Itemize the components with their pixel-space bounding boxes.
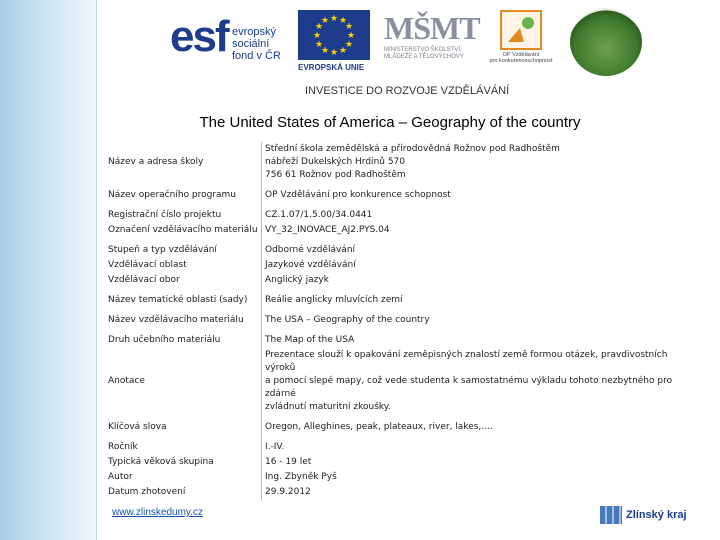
table-row bbox=[105, 183, 699, 203]
row-label: Registrační číslo projektu bbox=[105, 203, 262, 223]
eu-logo bbox=[298, 10, 374, 76]
row-label: Název operačního programu bbox=[105, 183, 262, 203]
row-value-line: 16 - 19 let bbox=[265, 457, 312, 467]
row-label: Označení vzdělávacího materiálu bbox=[105, 223, 262, 238]
row-value bbox=[262, 328, 700, 348]
zlinsky-kraj-icon bbox=[600, 506, 622, 524]
op-caption bbox=[488, 52, 554, 64]
investice-tagline: INVESTICE DO ROZVOJE VZDĚLÁVÁNÍ bbox=[305, 85, 510, 97]
eu-stars-icon bbox=[298, 10, 370, 60]
op-shapes-icon bbox=[502, 12, 540, 48]
table-row bbox=[105, 485, 699, 500]
row-value-line: 29.9.2012 bbox=[265, 487, 311, 497]
row-value bbox=[262, 288, 700, 308]
row-label: Ročník bbox=[105, 435, 262, 455]
row-value-line: The Map of the USA bbox=[265, 335, 355, 345]
svg-text:★: ★ bbox=[329, 14, 339, 24]
row-value bbox=[262, 223, 700, 238]
row-value bbox=[262, 203, 700, 223]
esf-logo bbox=[170, 10, 288, 76]
msmt-caption bbox=[384, 47, 480, 61]
metadata-table-body bbox=[105, 142, 699, 500]
eu-flag-icon bbox=[298, 10, 370, 60]
table-row bbox=[105, 223, 699, 238]
left-decorative-band bbox=[0, 0, 96, 540]
row-value-line: Anglický jazyk bbox=[265, 275, 329, 285]
svg-text:★: ★ bbox=[344, 22, 354, 32]
table-row bbox=[105, 455, 699, 470]
row-label: Název vzdělávacího materiálu bbox=[105, 308, 262, 328]
svg-text:★: ★ bbox=[346, 31, 356, 41]
svg-text:★: ★ bbox=[329, 48, 339, 58]
table-row bbox=[105, 288, 699, 308]
table-row bbox=[105, 415, 699, 435]
msmt-caption-line: MINISTERSTVO ŠKOLSTVÍ, bbox=[384, 47, 462, 53]
row-value bbox=[262, 415, 700, 435]
esf-mark: esf bbox=[170, 12, 228, 61]
row-value bbox=[262, 238, 700, 258]
op-caption-line: OP Vzdělávání bbox=[502, 52, 540, 58]
row-value-line: Reálie anglicky mluvících zemí bbox=[265, 295, 403, 305]
esf-text-line: sociální bbox=[232, 38, 270, 50]
svg-text:★: ★ bbox=[344, 40, 354, 50]
row-label: Vzdělávací obor bbox=[105, 273, 262, 288]
zlinsky-kraj-logo bbox=[600, 506, 687, 524]
msmt-logo bbox=[384, 10, 480, 76]
table-row bbox=[105, 328, 699, 348]
row-label: Vzdělávací oblast bbox=[105, 258, 262, 273]
row-value-line: Ing. Zbyněk Pyš bbox=[265, 472, 337, 482]
table-row bbox=[105, 273, 699, 288]
row-value bbox=[262, 485, 700, 500]
metadata-table bbox=[105, 142, 699, 500]
table-row bbox=[105, 435, 699, 455]
msmt-caption-line: MLÁDEŽE A TĚLOVÝCHOVY bbox=[384, 54, 464, 60]
website-link[interactable]: www.zlinskedumy.cz bbox=[112, 507, 203, 518]
svg-text:★: ★ bbox=[320, 16, 330, 26]
row-value-line: Jazykové vzdělávání bbox=[265, 260, 356, 270]
row-value-line: CZ.1.07/1.5.00/34.0441 bbox=[265, 210, 373, 220]
row-label: Druh učebního materiálu bbox=[105, 328, 262, 348]
op-arrow-icon bbox=[500, 10, 542, 50]
table-row bbox=[105, 203, 699, 223]
row-value-line: nábřeží Dukelských Hrdinů 570 bbox=[265, 157, 406, 167]
svg-text:★: ★ bbox=[314, 40, 324, 50]
svg-text:★: ★ bbox=[314, 22, 324, 32]
row-value-line: VY_32_INOVACE_AJ2.PYS.04 bbox=[265, 225, 390, 235]
row-label: Datum zhotovení bbox=[105, 485, 262, 500]
svg-text:★: ★ bbox=[338, 16, 348, 26]
row-value bbox=[262, 348, 700, 415]
row-value bbox=[262, 142, 700, 183]
esf-text-line: evropský bbox=[232, 26, 277, 38]
row-label: Autor bbox=[105, 470, 262, 485]
row-label: Stupeň a typ vzdělávání bbox=[105, 238, 262, 258]
slide-title: The United States of America – Geography of the country bbox=[199, 114, 581, 131]
table-row bbox=[105, 238, 699, 258]
row-value-line: Prezentace slouží k opakování zeměpisných znalostí země formou otázek, pravdivostních výroků bbox=[265, 350, 668, 373]
eu-caption: EVROPSKÁ UNIE bbox=[298, 63, 365, 72]
msmt-mark: MŠMT bbox=[384, 10, 480, 46]
row-value-line: Odborné vzdělávání bbox=[265, 245, 356, 255]
row-value bbox=[262, 455, 700, 470]
row-value-line: The USA – Geography of the country bbox=[265, 315, 430, 325]
table-row bbox=[105, 258, 699, 273]
table-row bbox=[105, 470, 699, 485]
esf-text-line: fond v ČR bbox=[232, 50, 281, 62]
row-label: Klíčová slova bbox=[105, 415, 262, 435]
row-value bbox=[262, 308, 700, 328]
sponsor-logos bbox=[170, 10, 560, 80]
row-value-line: zvládnutí maturitní zkoušky. bbox=[265, 402, 391, 412]
table-row bbox=[105, 142, 699, 183]
op-logo bbox=[488, 10, 554, 76]
row-label: Typická věková skupina bbox=[105, 455, 262, 470]
row-value bbox=[262, 273, 700, 288]
row-value-line: Střední škola zemědělská a přírodovědná Rožnov pod Radhoštěm bbox=[265, 144, 560, 154]
table-row bbox=[105, 308, 699, 328]
row-label: Název tematické oblasti (sady) bbox=[105, 288, 262, 308]
row-value bbox=[262, 258, 700, 273]
row-value-line: OP Vzdělávání pro konkurence schopnost bbox=[265, 190, 451, 200]
svg-text:★: ★ bbox=[312, 31, 322, 41]
row-value-line: 756 61 Rožnov pod Radhoštěm bbox=[265, 170, 406, 180]
svg-text:★: ★ bbox=[320, 46, 330, 56]
row-label: Název a adresa školy bbox=[105, 142, 262, 183]
row-label: Anotace bbox=[105, 348, 262, 415]
table-row bbox=[105, 348, 699, 415]
op-caption-line: pro konkurenceschopnost bbox=[489, 58, 553, 64]
row-value bbox=[262, 435, 700, 455]
school-emblem-icon bbox=[570, 8, 642, 76]
row-value bbox=[262, 470, 700, 485]
esf-text bbox=[232, 26, 281, 62]
row-value bbox=[262, 183, 700, 203]
region-name: Zlínský kraj bbox=[626, 508, 687, 521]
row-value-line: I.-IV. bbox=[265, 442, 285, 452]
row-value-line: a pomocí slepé mapy, což vede studenta k samostatnému výkladu tohoto nezbytného pro zdárné bbox=[265, 376, 673, 399]
svg-text:★: ★ bbox=[338, 46, 348, 56]
row-value-line: Oregon, Alleghines, peak, plateaux, river, lakes,…. bbox=[265, 422, 494, 432]
